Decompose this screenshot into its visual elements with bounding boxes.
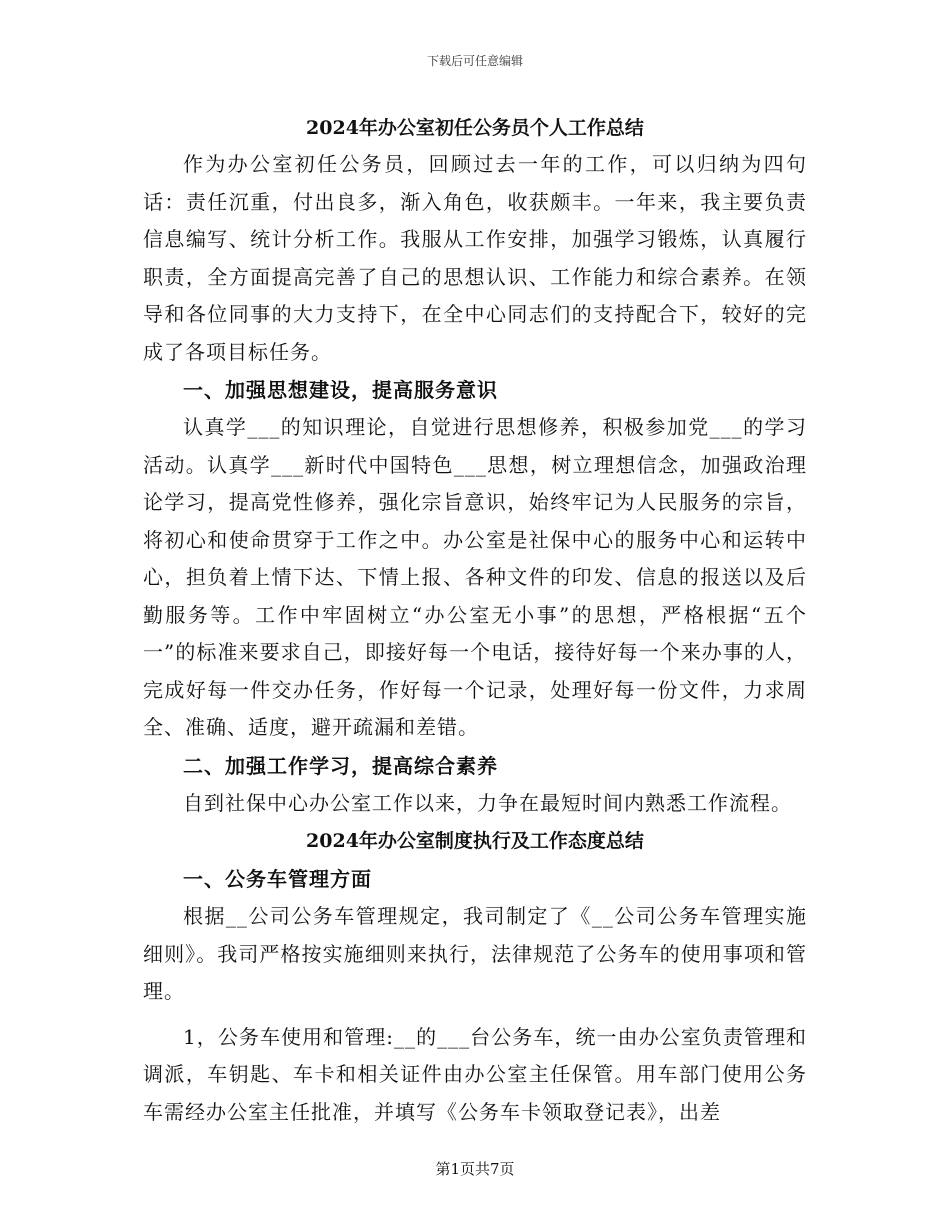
- section3-paragraph: 根据__公司公务车管理规定，我司制定了《__公司公务车管理实施细则》。我司严格按实施细则来执行，法律规范了公务车的使用事项和管理。: [143, 904, 807, 1003]
- intro-paragraph: 作为办公室初任公务员，回顾过去一年的工作，可以归纳为四句话：责任沉重，付出良多，渐入角色，收获颇丰。一年来，我主要负责信息编写、统计分析工作。我服从工作安排，加强学习锻炼，认真履行职责，全方面提高完善了自己的思想认识、工作能力和综合素养。在领导和各位同事的大力支持下，在全中心同志们的支持配合下，较好的完成了各项目标任务。: [143, 152, 807, 364]
- document-body: [143, 112, 807, 1131]
- page-number: 第1页共7页: [435, 1160, 515, 1178]
- section2-paragraph: 自到社保中心办公室工作以来，力争在最短时间内熟悉工作流程。: [183, 790, 792, 815]
- page-header-note: 下载后可任意编辑: [426, 54, 523, 68]
- section3-heading: 一、公务车管理方面: [183, 867, 372, 891]
- second-document-title: 2024年办公室制度执行及工作态度总结: [306, 830, 644, 852]
- section3-item1-paragraph: 1，公务车使用和管理:__的___台公务车，统一由办公室负责管理和调派，车钥匙、车卡和相关证件由办公室主任保管。用车部门使用公务车需经办公室主任批准，并填写《公务车卡领取登记表》，出差: [143, 1024, 807, 1124]
- section1-heading: 一、加强思想建设，提高服务意识: [183, 378, 498, 402]
- section2-heading: 二、加强工作学习，提高综合素养: [183, 753, 498, 778]
- section1-paragraph: 认真学___的知识理论，自觉进行思想修养，积极参加党___的学习活动。认真学___新时代中国特色___思想，树立理想信念，加强政治理论学习，提高党性修养，强化宗旨意识，始终牢记为人民服务的宗旨，将初心和使命贯穿于工作之中。办公室是社保中心的服务中心和运转中心，担负着上情下达、下情上报、各种文件的印发、信息的报送以及后勤服务等。工作中牢固树立“办公室无小事”的思想，严格根据“五个一”的标准来要求自己，即接好每一个电话，接待好每一个来办事的人，完成好每一件交办任务，作好每一个记录，处理好每一份文件，力求周全、准确、适度，避开疏漏和差错。: [143, 415, 807, 739]
- document-title: 2024年办公室初任公务员个人工作总结: [306, 117, 644, 139]
